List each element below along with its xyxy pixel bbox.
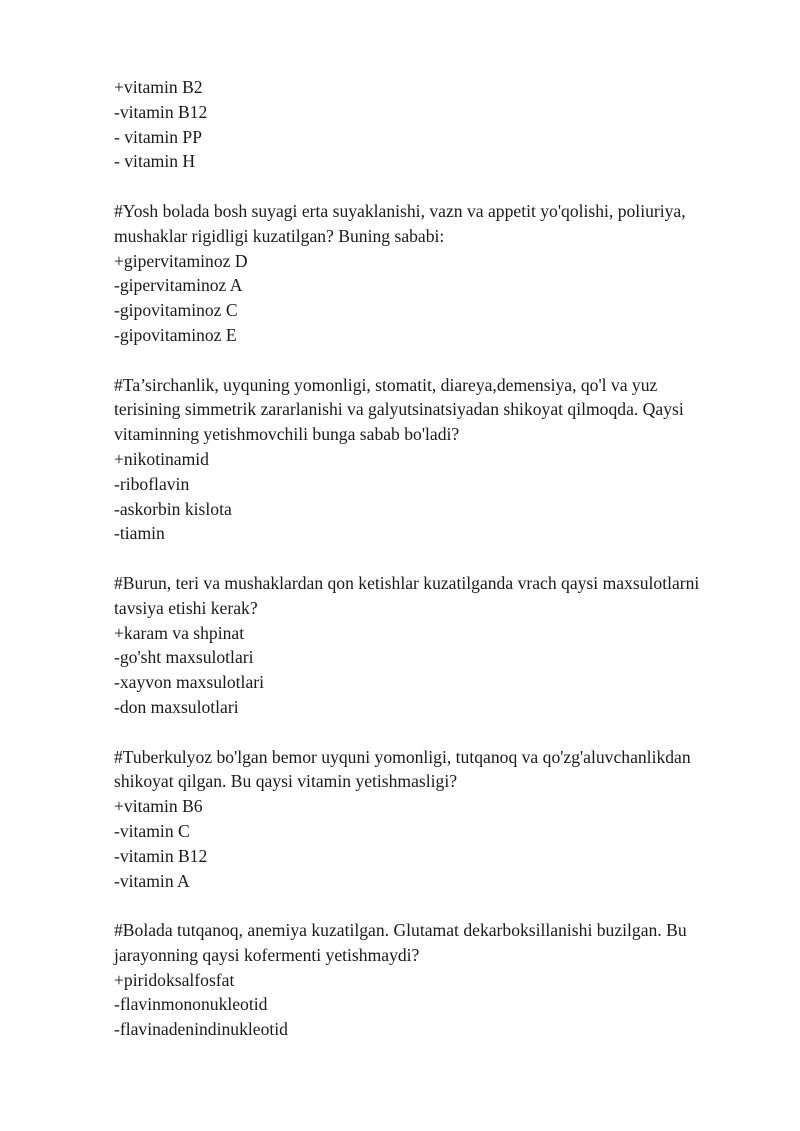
spacer — [114, 720, 754, 745]
answer-option: -vitamin B12 — [114, 101, 208, 122]
answer-option: -vitamin C — [114, 820, 190, 841]
answer-option: -gipovitaminoz E — [114, 324, 237, 345]
answer-option: -flavinmononukleotid — [114, 994, 268, 1015]
question-text: #Ta’sirchanlik, uyquning yomonligi, stomatit, diareya,demensiya, qo'l va yuz — [114, 374, 658, 395]
question-block — [114, 75, 754, 174]
answer-option: -vitamin A — [114, 870, 190, 891]
answer-option: -tiamin — [114, 523, 165, 544]
question-block — [114, 571, 754, 720]
answer-option: +nikotinamid — [114, 448, 209, 469]
question-block — [114, 745, 754, 894]
answer-option: -xayvon maxsulotlari — [114, 672, 265, 693]
answer-option: +karam va shpinat — [114, 622, 245, 643]
answer-option: -riboflavin — [114, 473, 190, 494]
answer-option: +gipervitaminoz D — [114, 250, 248, 271]
document-page — [114, 75, 754, 1042]
answer-option: - vitamin H — [114, 151, 196, 172]
answer-option: -go'sht maxsulotlari — [114, 647, 254, 668]
answer-option: -askorbin kislota — [114, 498, 232, 519]
question-text: terisining simmetrik zararlanishi va galyutsinatsiyadan shikoyat qilmoqda. Qaysi — [114, 399, 684, 420]
question-text: #Tuberkulyoz bo'lgan bemor uyquni yomonligi, tutqanoq va qo'zg'aluvchanlikdan — [114, 746, 691, 767]
answer-option: +piridoksalfosfat — [114, 969, 235, 990]
answer-option: -vitamin B12 — [114, 845, 208, 866]
question-text: vitaminning yetishmovchili bunga sabab bo'ladi? — [114, 424, 460, 445]
spacer — [114, 893, 754, 918]
question-text: #Bolada tutqanoq, anemiya kuzatilgan. Glutamat dekarboksillanishi buzilgan. Bu — [114, 920, 687, 941]
answer-option: -flavinadenindinukleotid — [114, 1019, 288, 1040]
question-text: jarayonning qaysi kofermenti yetishmaydi? — [114, 944, 420, 965]
spacer — [114, 348, 754, 373]
question-block — [114, 373, 754, 547]
question-text: tavsiya etishi kerak? — [114, 597, 258, 618]
spacer — [114, 546, 754, 571]
question-text: shikoyat qilgan. Bu qaysi vitamin yetishmasligi? — [114, 771, 458, 792]
answer-option: +vitamin B2 — [114, 77, 203, 97]
question-block — [114, 918, 754, 1042]
answer-option: -don maxsulotlari — [114, 696, 239, 717]
spacer — [114, 174, 754, 199]
answer-option: -gipovitaminoz C — [114, 300, 238, 321]
answer-option: +vitamin B6 — [114, 796, 203, 817]
question-text: #Burun, teri va mushaklardan qon ketishlar kuzatilganda vrach qaysi maxsulotlarni — [114, 572, 700, 593]
question-text: #Yosh bolada bosh suyagi erta suyaklanishi, vazn va appetit yo'qolishi, poliuriya, — [114, 200, 686, 221]
answer-option: - vitamin PP — [114, 126, 202, 147]
answer-option: -gipervitaminoz A — [114, 275, 243, 296]
question-block — [114, 199, 754, 348]
question-text: mushaklar rigidligi kuzatilgan? Buning sababi: — [114, 225, 445, 246]
